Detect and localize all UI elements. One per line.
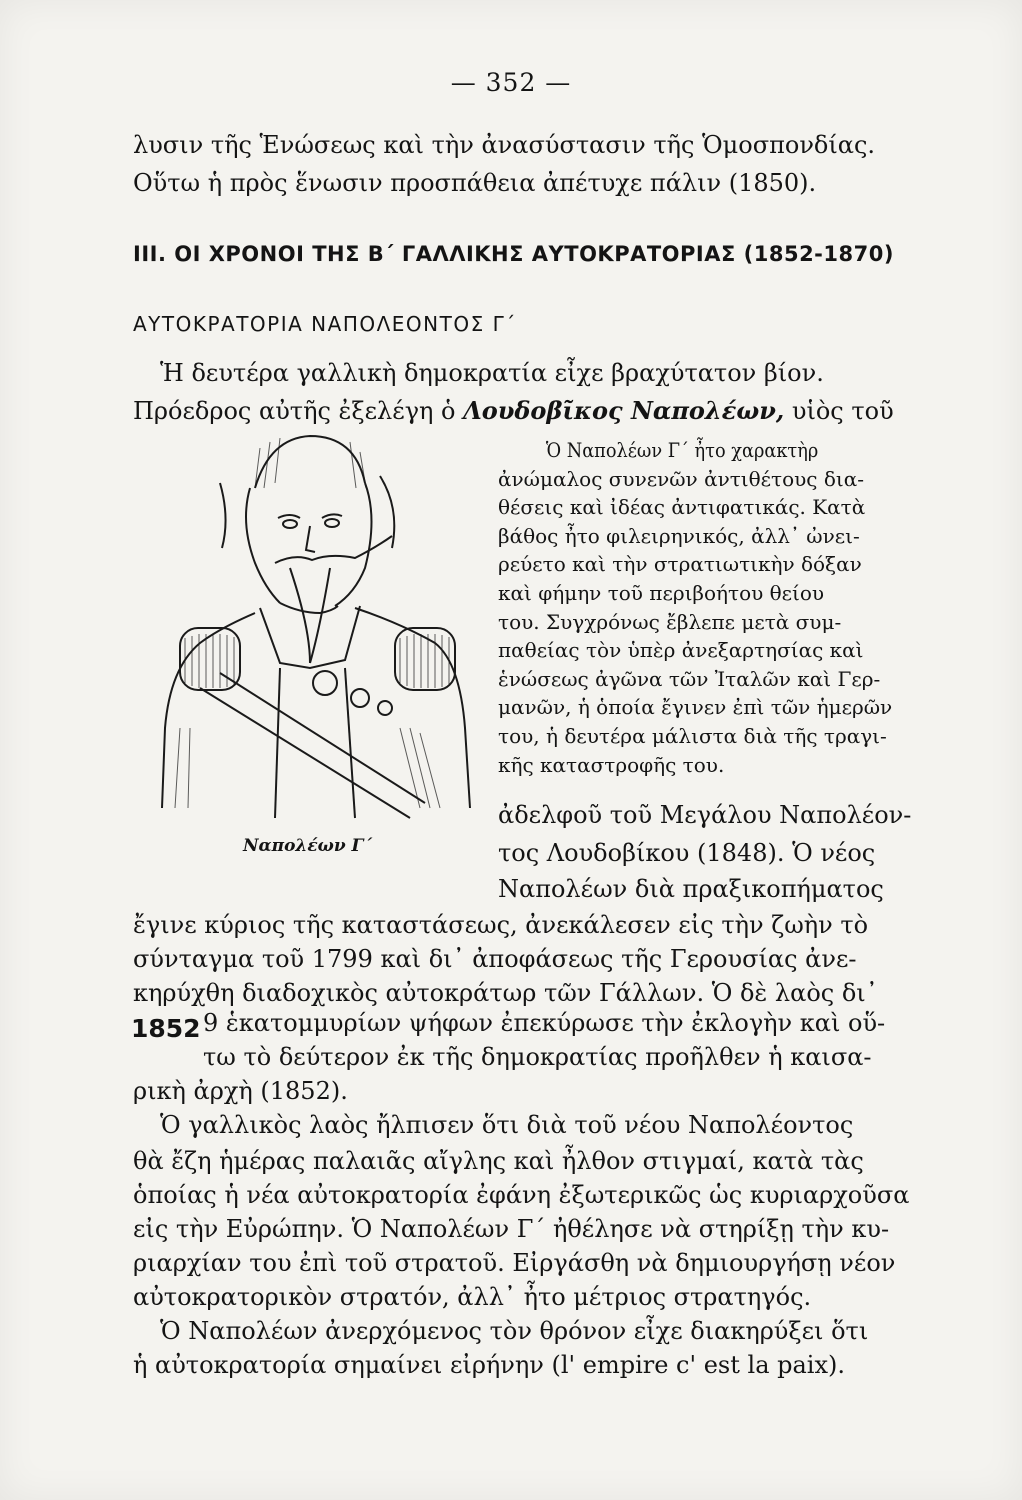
- napoleon-name: Λουδοβῖκος Ναπολέων,: [463, 396, 785, 425]
- sidebar-line: μανῶν, ἡ ὁποία ἔγινεν ἐπὶ τῶν ἡμερῶν: [498, 695, 893, 720]
- para1-line-2: [133, 394, 894, 428]
- indented-line-1: 9 ἑκατομμυρίων ψήφων ἐπεκύρωσε τὴν ἐκλογὴν καὶ οὕ-: [203, 1009, 886, 1037]
- sidebar-text: [498, 436, 970, 779]
- intro-line-2: Οὕτω ἡ πρὸς ἕνωσιν προσπάθεια ἀπέτυχε πάλιν (1850).: [133, 169, 817, 197]
- sidebar-line: καὶ φήμην τοῦ περιβοήτου θείου: [498, 580, 825, 605]
- right-line-1: ἀδελφοῦ τοῦ Μεγάλου Ναπολέον-: [498, 801, 912, 829]
- sidebar-line: θέσεις καὶ ἰδέας ἀντιφατικάς. Κατὰ: [498, 495, 866, 520]
- para2-line-6: αὐτοκρατορικὸν στρατόν, ἀλλ᾽ ἦτο μέτριος στρατηγός.: [133, 1283, 812, 1311]
- para2-line-5: ριαρχίαν του ἐπὶ τοῦ στρατοῦ. Εἰργάσθη νὰ δημιουργήσῃ νέον: [133, 1249, 896, 1277]
- margin-year: 1852: [131, 1014, 201, 1043]
- napoleon-portrait: [160, 428, 485, 828]
- indented-line-2: τω τὸ δεύτερον ἐκ τῆς δημοκρατίας προῆλθεν ἡ καισα-: [203, 1043, 872, 1071]
- portrait-caption: Ναπολέων Γ΄: [243, 836, 373, 856]
- body-line-2: σύνταγμα τοῦ 1799 καὶ δι᾽ ἀποφάσεως τῆς Γερουσίας ἀνε-: [133, 945, 857, 973]
- sidebar-line: ρεύετο καὶ τὴν στρατιωτικὴν δόξαν: [498, 552, 862, 577]
- sidebar-line: Ὁ Ναπολέων Γ΄ ἦτο χαρακτὴρ: [545, 438, 819, 462]
- para2-line-3: ὁποίας ἡ νέα αὐτοκρατορία ἐφάνη ἐξωτερικῶς ὡς κυριαρχοῦσα: [133, 1181, 910, 1209]
- right-line-2: τος Λουδοβίκου (1848). Ὁ νέος: [498, 839, 876, 867]
- para1-line-1: Ἡ δευτέρα γαλλικὴ δημοκρατία εἶχε βραχύτατον βίον.: [160, 359, 824, 387]
- page-number: — 352 —: [450, 68, 572, 97]
- para1-line-2-end: υἱὸς τοῦ: [784, 397, 894, 425]
- intro-line-1: λυσιν τῆς Ἑνώσεως καὶ τὴν ἀνασύστασιν τῆς Ὁμοσπονδίας.: [133, 131, 876, 159]
- para-end-line: ρικὴ ἀρχὴ (1852).: [133, 1077, 348, 1105]
- section-heading: ΙΙΙ. ΟΙ ΧΡΟΝΟΙ ΤΗΣ Β΄ ΓΑΛΛΙΚΗΣ ΑΥΤΟΚΡΑΤΟΡΙΑΣ (1852-1870): [133, 242, 894, 266]
- para1-line-2-start: Πρόεδρος αὐτῆς ἐξελέγη ὁ: [133, 397, 464, 425]
- body-line-1: ἔγινε κύριος τῆς καταστάσεως, ἀνεκάλεσεν εἰς τὴν ζωὴν τὸ: [133, 911, 869, 939]
- sub-heading: ΑΥΤΟΚΡΑΤΟΡΙΑ ΝΑΠΟΛΕΟΝΤΟΣ Γ΄: [133, 312, 517, 336]
- sidebar-line: παθείας τὸν ὑπὲρ ἀνεξαρτησίας καὶ: [498, 638, 864, 663]
- para3-line-2: ἡ αὐτοκρατορία σημαίνει εἰρήνην (l' empire c' est la paix).: [133, 1351, 846, 1379]
- sidebar-line: του. Συγχρόνως ἔβλεπε μετὰ συμ-: [498, 609, 842, 634]
- sidebar-line: κῆς καταστροφῆς του.: [498, 752, 725, 777]
- para2-line-4: εἰς τὴν Εὐρώπην. Ὁ Ναπολέων Γ΄ ἠθέλησε νὰ στηρίξῃ τὴν κυ-: [133, 1215, 890, 1243]
- para2-line-2: θὰ ἔζη ἡμέρας παλαιᾶς αἴγλης καὶ ἦλθον στιγμαί, κατὰ τὰς: [133, 1147, 864, 1175]
- sidebar-line: ἑνώσεως ἀγῶνα τῶν Ἰταλῶν καὶ Γερ-: [498, 666, 881, 691]
- sidebar-line: ἀνώμαλος συνενῶν ἀντιθέτους δια-: [498, 466, 865, 491]
- para3-line-1: Ὁ Ναπολέων ἀνερχόμενος τὸν θρόνον εἶχε διακηρύξει ὅτι: [160, 1317, 869, 1345]
- sidebar-line: βάθος ἦτο φιλειρηνικός, ἀλλ᾽ ὠνει-: [498, 523, 860, 548]
- right-line-3: Ναπολέων διὰ πραξικοπήματος: [498, 875, 884, 903]
- body-line-3: κηρύχθη διαδοχικὸς αὐτοκράτωρ τῶν Γάλλων. Ὁ δὲ λαὸς δι᾽: [133, 979, 878, 1007]
- sidebar-line: του, ἡ δευτέρα μάλιστα διὰ τῆς τραγι-: [498, 723, 887, 748]
- para2-line-1: Ὁ γαλλικὸς λαὸς ἤλπισεν ὅτι διὰ τοῦ νέου Ναπολέοντος: [160, 1111, 854, 1139]
